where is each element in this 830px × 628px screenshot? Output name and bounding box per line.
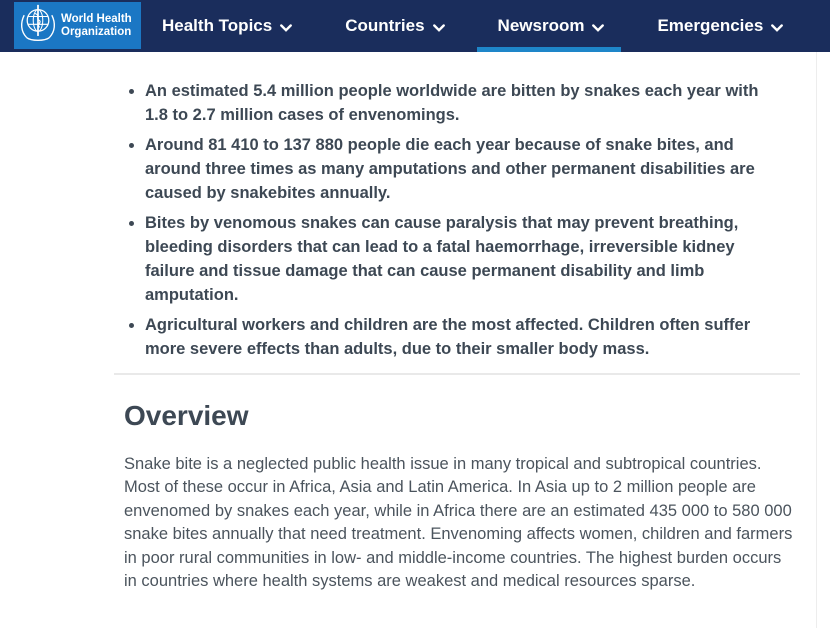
nav-item-health-topics[interactable] xyxy=(162,0,292,52)
page-content xyxy=(0,52,830,593)
chevron-down-icon xyxy=(280,24,292,32)
key-fact-item: Bites by venomous snakes can cause paralysis that may prevent breathing, bleeding disorders that can lead to a fatal haemorrhage, irreversible kidney failure and tissue damage that can cause permanent disability and limb amputation. xyxy=(124,211,779,307)
chevron-down-icon xyxy=(433,24,445,32)
who-emblem-icon xyxy=(19,3,57,48)
main-menu xyxy=(162,0,783,52)
nav-item-label: Emergencies xyxy=(657,16,764,35)
who-logo[interactable] xyxy=(14,2,141,49)
nav-item-label: Newsroom xyxy=(497,16,585,35)
overview-heading: Overview xyxy=(124,400,249,431)
key-fact-item: Around 81 410 to 137 880 people die each year because of snake bites, and around three times as many amputations and other permanent disabilities are caused by snakebites annually. xyxy=(124,133,779,205)
who-logo-line1: World Health xyxy=(61,12,132,25)
top-navbar xyxy=(0,0,830,52)
chevron-down-icon xyxy=(771,24,783,32)
key-facts-list xyxy=(124,79,779,361)
who-logo-line2: Organization xyxy=(61,25,132,38)
nav-item-countries[interactable] xyxy=(345,0,444,52)
key-fact-item: An estimated 5.4 million people worldwide are bitten by snakes each year with 1.8 to 2.7 million cases of envenomings. xyxy=(124,79,779,127)
key-fact-item: Agricultural workers and children are the most affected. Children often suffer more severe effects than adults, due to their smaller body mass. xyxy=(124,313,779,361)
active-tab-underline xyxy=(477,47,622,52)
section-divider xyxy=(114,373,800,375)
nav-item-newsroom[interactable] xyxy=(498,0,605,52)
overview-paragraph: Snake bite is a neglected public health issue in many tropical and subtropical countries. Most of these occur in Africa, Asia and Latin America. In Asia up to 2 million people are envenomed by snakes each year, while in Africa there are an estimated 435 000 to 580 000 snake bites annually that need treatment. Envenoming affects women, children and farmers in poor rural communities in low- and middle-income countries. The highest burden occurs in countries where health systems are weakest and medical resources sparse. xyxy=(124,455,793,591)
content-right-divider xyxy=(816,52,817,628)
nav-item-label: Health Topics xyxy=(162,16,273,35)
nav-item-emergencies[interactable] xyxy=(657,0,783,52)
who-logo-text xyxy=(61,13,132,39)
chevron-down-icon xyxy=(592,24,604,32)
nav-item-label: Countries xyxy=(345,16,425,35)
